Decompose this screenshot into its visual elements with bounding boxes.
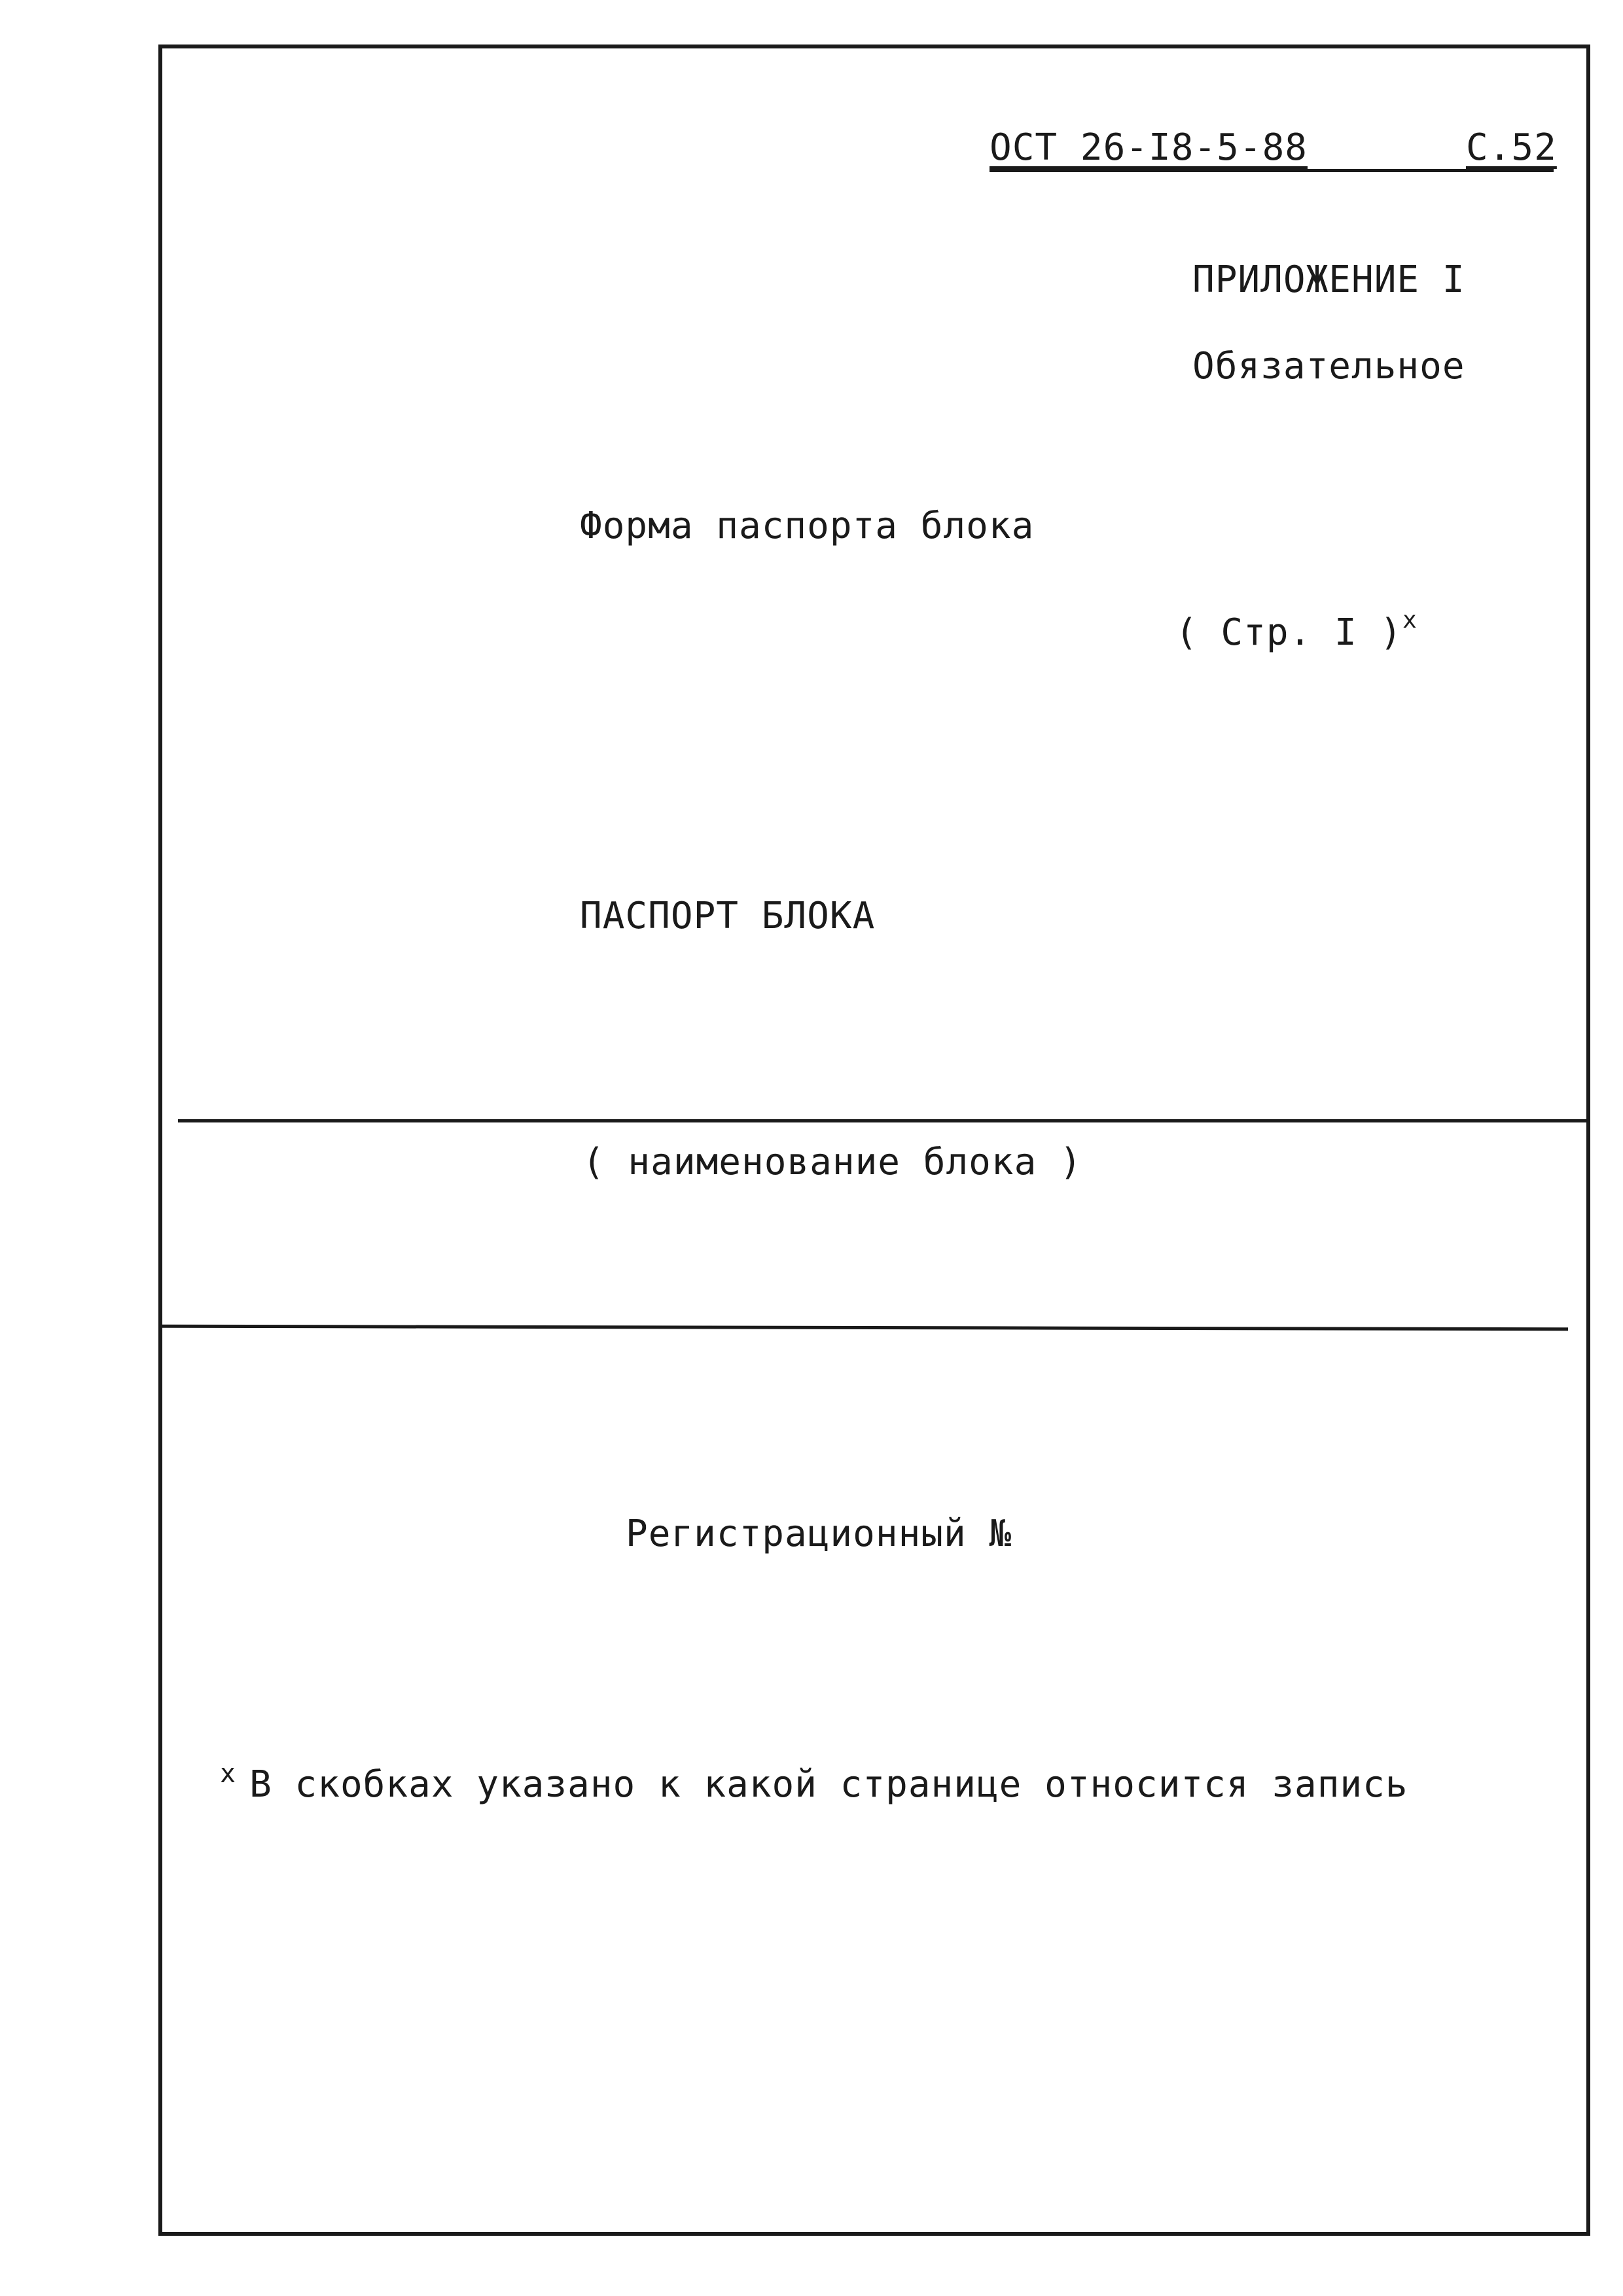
appendix-status: Обязательное xyxy=(1192,345,1465,387)
registration-label: Регистрационный № xyxy=(626,1513,1012,1555)
form-title: Форма паспорта блока xyxy=(580,505,1035,547)
footnote xyxy=(220,1759,1408,1806)
page-reference-text: ( Стр. I ) xyxy=(1175,611,1403,654)
footnote-text: В скобках указано к какой странице относится запись xyxy=(249,1763,1408,1806)
standard-code: ОСТ 26-I8-5-88 xyxy=(990,126,1308,169)
page-number: С.52 xyxy=(1466,126,1557,169)
appendix-label: ПРИЛОЖЕНИЕ I xyxy=(1192,259,1465,301)
header-underline xyxy=(990,169,1554,172)
page-reference-mark: x xyxy=(1402,607,1418,634)
block-name-caption: ( наименование блока ) xyxy=(582,1141,1082,1183)
footnote-mark: x xyxy=(220,1759,237,1789)
page-reference xyxy=(1175,607,1418,654)
block-name-line xyxy=(178,1119,1589,1122)
passport-title: ПАСПОРТ БЛОКА xyxy=(580,895,876,937)
